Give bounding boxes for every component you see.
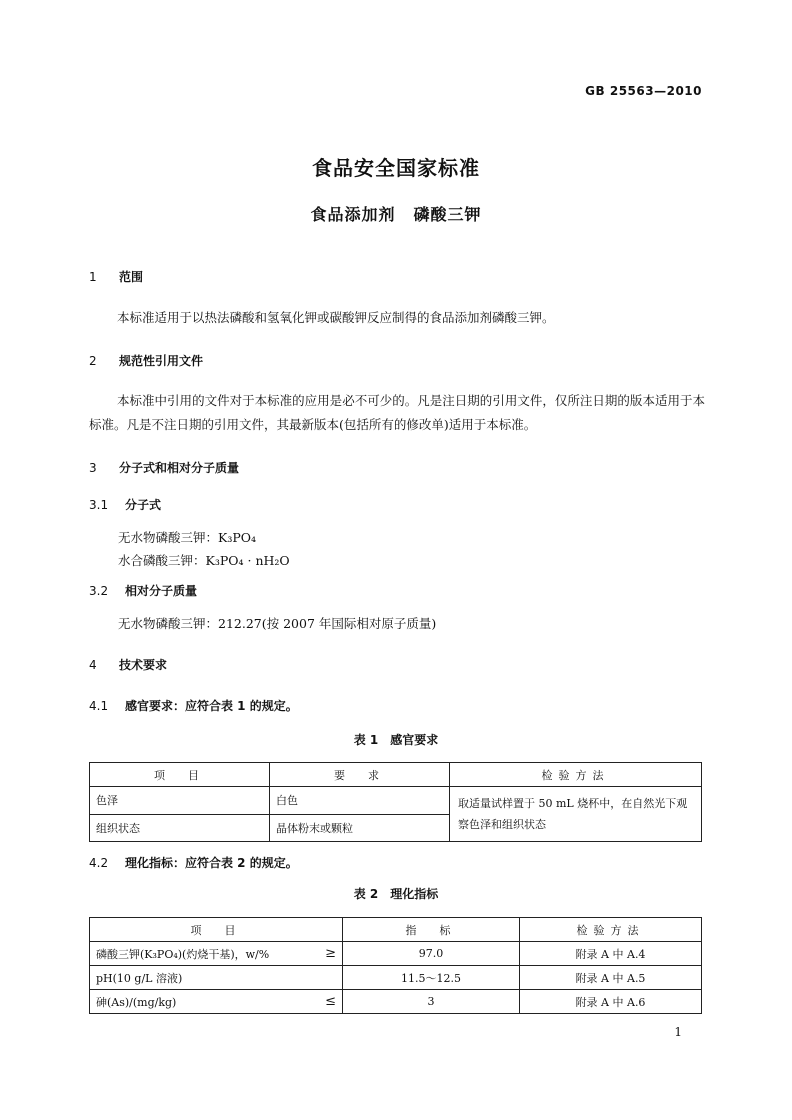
section-3-1-heading (89, 496, 161, 513)
cell-item: 色泽 (90, 787, 270, 815)
column-header-method: 检验方法 (450, 763, 702, 787)
section-3-heading (89, 459, 239, 476)
cell-method: 附录 A 中 A.4 (520, 942, 702, 966)
table-row (90, 942, 702, 966)
table-1-caption: 表 1 感官要求 (353, 733, 439, 747)
section-title: 范围 (119, 270, 144, 284)
section-4-heading (89, 656, 167, 673)
document-title: 食品安全国家标准 (312, 156, 480, 180)
section-4-1-heading (89, 697, 298, 714)
subtitle-category: 食品添加剂 (310, 205, 396, 224)
section-4-2-heading (89, 854, 298, 871)
column-header-method: 检验方法 (520, 918, 702, 942)
table-header-row (90, 918, 702, 942)
cell-value: 3 (343, 990, 520, 1014)
section-number: 3 (89, 461, 97, 475)
table-header-row (90, 763, 702, 787)
section-2-heading (89, 352, 203, 369)
cell-item: 组织状态 (90, 814, 270, 842)
table-row (90, 787, 702, 815)
item-label: pH(10 g/L 溶液) (96, 971, 183, 985)
cell-method: 附录 A 中 A.5 (520, 966, 702, 990)
cell-item (90, 990, 343, 1014)
cell-requirement: 白色 (270, 787, 450, 815)
section-title: 分子式和相对分子质量 (119, 461, 240, 475)
formula-hydrate: 水合磷酸三钾：K₃PO₄ · nH₂O (118, 553, 290, 568)
column-header-item: 项 目 (90, 918, 343, 942)
section-number: 4.2 (89, 856, 109, 870)
section-number: 3.2 (89, 584, 109, 598)
section-title: 理化指标：应符合表 2 的规定。 (125, 856, 298, 870)
cell-method: 附录 A 中 A.6 (520, 990, 702, 1014)
comparison-symbol: ≤ (325, 993, 336, 1009)
cell-item (90, 942, 343, 966)
section-title: 相对分子质量 (125, 584, 198, 598)
section-title: 分子式 (125, 498, 162, 512)
section-3-2-heading (89, 582, 197, 599)
section-1-text: 本标准适用于以热法磷酸和氢氧化钾或碳酸钾反应制得的食品添加剂磷酸三钾。 (117, 310, 555, 325)
section-number: 4.1 (89, 699, 109, 713)
table-2-physicochemical (89, 917, 702, 1014)
section-title: 技术要求 (119, 658, 168, 672)
section-title: 规范性引用文件 (119, 354, 204, 368)
cell-item (90, 966, 343, 990)
item-label: 砷(As)/(mg/kg) (96, 995, 177, 1009)
cell-requirement: 晶体粉末或颗粒 (270, 814, 450, 842)
formula-anhydrous: 无水物磷酸三钾：K₃PO₄ (118, 530, 257, 545)
comparison-symbol: ≥ (325, 945, 336, 961)
section-number: 4 (89, 658, 97, 672)
column-header-requirement: 要 求 (270, 763, 450, 787)
molecular-mass: 无水物磷酸三钾：212.27(按 2007 年国际相对原子质量) (118, 616, 437, 631)
cell-method: 取适量试样置于 50 mL 烧杯中，在自然光下观察色泽和组织状态 (450, 787, 702, 842)
section-1-heading (89, 268, 143, 285)
section-number: 2 (89, 354, 97, 368)
cell-value: 97.0 (343, 942, 520, 966)
table-1-sensory (89, 762, 702, 842)
subtitle-substance: 磷酸三钾 (413, 205, 482, 224)
section-number: 1 (89, 270, 97, 284)
standard-code: GB 25563—2010 (585, 84, 702, 98)
page-number: 1 (674, 1025, 682, 1039)
column-header-index: 指 标 (343, 918, 520, 942)
cell-value: 11.5～12.5 (343, 966, 520, 990)
table-2-caption: 表 2 理化指标 (353, 887, 439, 901)
table-row (90, 990, 702, 1014)
item-label: 磷酸三钾(K₃PO₄)(灼烧干基)，w/% (96, 947, 270, 961)
section-number: 3.1 (89, 498, 109, 512)
document-subtitle (0, 202, 792, 225)
column-header-item: 项 目 (90, 763, 270, 787)
table-row (90, 966, 702, 990)
section-2-text: 本标准中引用的文件对于本标准的应用是必不可少的。凡是注日期的引用文件，仅所注日期的版本适用于本标准。凡是不注日期的引用文件，其最新版本(包括所有的修改单)适用于本标准。 (89, 393, 705, 432)
section-title: 感官要求：应符合表 1 的规定。 (125, 699, 298, 713)
